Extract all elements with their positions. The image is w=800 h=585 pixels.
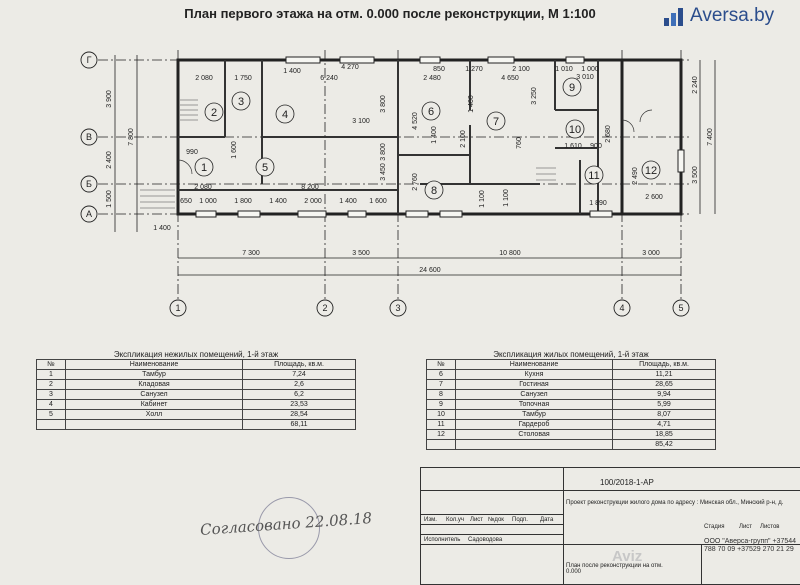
- table-total-row: [427, 440, 716, 450]
- plan-title: План первого этажа на отм. 0.000 после реконструкции, М 1:100: [184, 6, 596, 21]
- table-row: 1 Тамбур 7,24: [37, 370, 356, 380]
- axis-2: 2: [322, 303, 328, 313]
- company-info: ООО "Аверса-групп" +37544 788 70 09 +37529 270 21 29: [704, 538, 797, 553]
- table-row: 10 Тамбур 8,07: [427, 410, 716, 420]
- room-label-6: [422, 102, 440, 120]
- room-9: 9: [568, 82, 576, 94]
- dim-4270: 4 270: [341, 64, 359, 71]
- room-label-7: [487, 112, 505, 130]
- dim-2480: 2 480: [423, 75, 441, 82]
- dim-4650: 4 650: [501, 75, 519, 82]
- dim-2080-low: 2 080: [194, 184, 212, 191]
- col-doc: №док: [488, 517, 504, 523]
- dim-2760: 2 760: [412, 173, 419, 191]
- nonresidential-table: [36, 350, 356, 430]
- dim-6240: 6 240: [320, 75, 338, 82]
- room-label-5: [256, 158, 274, 176]
- col-list: Лист: [470, 517, 484, 523]
- project-name: Проект реконструкции жилого дома по адресу : Минская обл., Минский р-н, д.: [566, 500, 784, 506]
- executor-label: Исполнитель: [424, 537, 461, 543]
- room-label-8: [425, 181, 443, 199]
- col-izm: Изм.: [424, 517, 437, 523]
- dim-1600: 1 600: [369, 198, 387, 205]
- room-label-11: [585, 166, 603, 184]
- axis-4: 4: [619, 303, 625, 313]
- dim-1000-b: 1 000: [199, 198, 217, 205]
- dim-8200: 8 200: [301, 184, 319, 191]
- dim-b-3500: 3 500: [352, 250, 370, 257]
- table-right-caption: Экспликация жилых помещений, 1-й этаж: [493, 350, 649, 359]
- approval-signature: Согласовано 22.08.18: [199, 509, 373, 539]
- dim-2490: 2 490: [632, 167, 639, 185]
- table-row: 7 Гостиная 28,65: [427, 380, 716, 390]
- dim-1890: 1 890: [589, 200, 607, 207]
- dim-990: 990: [186, 149, 198, 156]
- dim-850: 850: [433, 66, 445, 73]
- dim-2680: 2 680: [605, 125, 612, 143]
- col-date: Дата: [540, 517, 554, 523]
- axis-v: В: [85, 132, 93, 142]
- dim-3100: 3 100: [352, 118, 370, 125]
- col-num: №: [427, 360, 456, 370]
- table-row: 8 Санузел 9,94: [427, 390, 716, 400]
- dim-v-1500: 1 500: [106, 190, 113, 208]
- axis-1: 1: [175, 303, 181, 313]
- dim-2000: 2 000: [304, 198, 322, 205]
- stage-label: Стадия: [704, 524, 725, 530]
- dim-4520: 4 520: [412, 112, 419, 130]
- col-podp: Подп.: [512, 517, 528, 523]
- table-row: 4 Кабинет 23,53: [37, 400, 356, 410]
- dim-v-3900: 3 900: [106, 90, 113, 108]
- dim-2100-top: 2 100: [512, 66, 530, 73]
- sheet-code: 100/2018-1-АР: [600, 478, 654, 487]
- dim-650: 650: [180, 198, 192, 205]
- table-right-total: 85,42: [613, 440, 716, 450]
- room-12: 12: [644, 165, 658, 177]
- axis-b: Б: [86, 179, 92, 189]
- room-3: 3: [237, 96, 245, 108]
- room-2: 2: [210, 107, 218, 119]
- room-label-3: [232, 92, 250, 110]
- logo-text: Aversa.by: [690, 5, 775, 26]
- room-8: 8: [430, 185, 438, 197]
- dim-b-7300: 7 300: [242, 250, 260, 257]
- table-row: 12 Столовая 18,85: [427, 430, 716, 440]
- dim-1610: 1 610: [564, 143, 582, 150]
- sheet-title: План после реконструкции на отм. 0.000: [566, 563, 663, 575]
- col-area: Площадь, кв.м.: [613, 360, 716, 370]
- table-row: 6 Кухня 11,21: [427, 370, 716, 380]
- watermark: Aviz: [612, 548, 643, 565]
- col-name: Наименование: [66, 360, 243, 370]
- dim-v-7800: 7 800: [128, 128, 135, 146]
- room-label-10: [566, 120, 584, 138]
- dim-1100-a: 1 100: [479, 190, 486, 208]
- room-label-1: [195, 158, 213, 176]
- dim-1100-b: 1 100: [503, 189, 510, 207]
- table-row: 5 Холл 28,54: [37, 410, 356, 420]
- room-label-2: [205, 103, 223, 121]
- list-label: Лист: [739, 524, 753, 530]
- dim-1750: 1 750: [234, 75, 252, 82]
- col-area: Площадь, кв.м.: [243, 360, 356, 370]
- dim-2100-mid: 2 100: [460, 130, 467, 148]
- room-label-4: [276, 105, 294, 123]
- table-left-caption: Экспликация нежилых помещений, 1-й этаж: [113, 350, 279, 359]
- dim-1400-mid: 1 400: [468, 95, 475, 113]
- table-row: 3 Санузел 6,2: [37, 390, 356, 400]
- dim-1600-c: 1 600: [231, 141, 238, 159]
- axis-5: 5: [678, 303, 684, 313]
- room-6: 6: [427, 106, 435, 118]
- dim-2080-top: 2 080: [195, 75, 213, 82]
- dim-b-24600: 24 600: [419, 267, 441, 274]
- room-4: 4: [281, 109, 289, 121]
- col-koluch: Кол.уч: [446, 517, 464, 523]
- dim-1000-top: 1 000: [581, 66, 599, 73]
- room-label-12: [642, 161, 660, 179]
- room-11: 11: [588, 170, 600, 182]
- dim-760: 760: [516, 137, 523, 149]
- table-row: 9 Топочная 5,99: [427, 400, 716, 410]
- room-1: 1: [200, 162, 208, 174]
- col-num: №: [37, 360, 66, 370]
- dim-3800-4: 3 800: [380, 95, 387, 113]
- col-name: Наименование: [456, 360, 613, 370]
- dim-1400-out: 1 400: [153, 225, 171, 232]
- axis-g: Г: [86, 55, 92, 65]
- dim-3010: 3 010: [576, 74, 594, 81]
- room-5: 5: [261, 162, 269, 174]
- dim-2600: 2 600: [645, 194, 663, 201]
- table-total-row: [37, 420, 356, 430]
- axis-a: А: [85, 209, 93, 219]
- dim-r-3500: 3 500: [692, 166, 699, 184]
- dim-1400-b1: 1 400: [269, 198, 287, 205]
- dim-b-10800: 10 800: [499, 250, 521, 257]
- table-row: 11 Гардероб 4,71: [427, 420, 716, 430]
- dim-3450: 3 450: [380, 163, 387, 181]
- dim-1010: 1 010: [555, 66, 573, 73]
- table-row: 2 Кладовая 2,6: [37, 380, 356, 390]
- dim-1800: 1 800: [234, 198, 252, 205]
- dim-r-7400: 7 400: [707, 128, 714, 146]
- dim-1270: 1 270: [465, 66, 483, 73]
- lists-label: Листов: [760, 524, 780, 530]
- dim-1400-top: 1 400: [283, 68, 301, 75]
- dim-r-2240: 2 240: [692, 76, 699, 94]
- dim-3800-5: 3 800: [380, 143, 387, 161]
- room-7: 7: [492, 116, 500, 128]
- room-10: 10: [568, 124, 582, 136]
- dim-1400-r: 1 400: [431, 126, 438, 144]
- dim-3250: 3 250: [531, 87, 538, 105]
- table-left-total: 68,11: [243, 420, 356, 430]
- residential-table: [426, 350, 716, 450]
- dim-v-2400: 2 400: [106, 151, 113, 169]
- executor-name: Садоводова: [468, 537, 503, 543]
- dim-1400-b2: 1 400: [339, 198, 357, 205]
- dim-900: 900: [590, 143, 602, 150]
- axis-3: 3: [395, 303, 401, 313]
- dim-b-3000: 3 000: [642, 250, 660, 257]
